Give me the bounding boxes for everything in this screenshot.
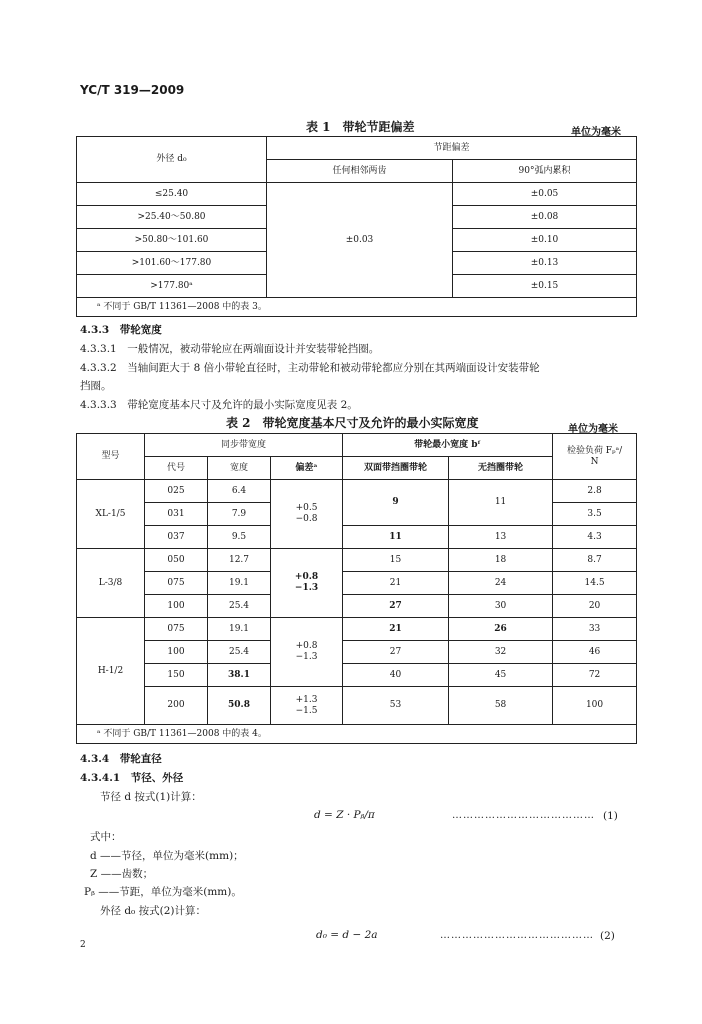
def-p: Pᵦ ——节距，单位为毫米(mm)。 xyxy=(84,886,242,898)
section-4-3-4-title: 4.3.4 带轮直径 xyxy=(80,753,162,765)
t2-load: 8.7 xyxy=(553,549,637,572)
t2-type-xl: XL-1/5 xyxy=(77,480,145,549)
table1 xyxy=(76,136,637,317)
t2-dev-xl xyxy=(271,480,343,549)
table1-unit: 单位为毫米 xyxy=(571,127,621,138)
t1-diameter: ≤25.40 xyxy=(77,183,267,206)
table-row xyxy=(77,480,637,503)
pitch-intro: 节径 d 按式(1)计算： xyxy=(100,791,202,803)
t2-code: 025 xyxy=(145,480,208,503)
t1-arc: ±0.05 xyxy=(453,183,637,206)
table-row xyxy=(77,641,637,664)
t2-none: 45 xyxy=(449,664,553,687)
t1-footnote: ᵃ 不同于 GB/T 11361—2008 中的表 3。 xyxy=(77,298,637,317)
formula-1-number: (1) xyxy=(603,810,618,822)
section-4-3-4 xyxy=(80,751,162,766)
t1-header-group: 节距偏差 xyxy=(267,137,637,160)
where-label: 式中： xyxy=(90,831,122,843)
t2-load: 14.5 xyxy=(553,572,637,595)
t2-load: 33 xyxy=(553,618,637,641)
t2-load: 3.5 xyxy=(553,503,637,526)
formula-1: d = Z · Pᵦ/π xyxy=(314,809,375,821)
t2-none: 11 xyxy=(449,480,553,526)
def-z: Z ——齿数； xyxy=(90,868,154,880)
table2-title: 表 2 带轮宽度基本尺寸及允许的最小实际宽度 xyxy=(226,416,479,430)
section-4-3-3 xyxy=(80,322,162,337)
t2-none: 26 xyxy=(449,618,553,641)
t2-code: 100 xyxy=(145,641,208,664)
formula-1-leader: ………………………………… xyxy=(452,810,595,821)
table-row xyxy=(77,618,637,641)
t2-header-load xyxy=(553,434,637,480)
table-row xyxy=(77,572,637,595)
t2-load: 4.3 xyxy=(553,526,637,549)
t2-double: 27 xyxy=(343,595,449,618)
t2-header-none: 无挡圈带轮 xyxy=(449,457,553,480)
para-4-3-3-3: 4.3.3.3 带轮宽度基本尺寸及允许的最小实际宽度见表 2。 xyxy=(80,399,358,411)
t2-double: 27 xyxy=(343,641,449,664)
t2-code: 031 xyxy=(145,503,208,526)
section-4-3-4-1-title: 4.3.4.1 节径、外径 xyxy=(80,772,184,784)
outer-intro: 外径 d₀ 按式(2)计算： xyxy=(100,905,206,917)
t2-width: 9.5 xyxy=(208,526,271,549)
standard-header: YC/T 319—2009 xyxy=(80,83,185,97)
t1-diameter: >101.60～177.80 xyxy=(77,252,267,275)
t1-diameter: >50.80～101.60 xyxy=(77,229,267,252)
para-4-3-3-2-cont: 挡圈。 xyxy=(80,380,112,392)
t2-header-minwidth: 带轮最小宽度 bᶠ xyxy=(343,434,553,457)
t2-type-h: H-1/2 xyxy=(77,618,145,725)
t2-double: 15 xyxy=(343,549,449,572)
t2-double: 21 xyxy=(343,572,449,595)
t2-load: 20 xyxy=(553,595,637,618)
t2-header-code: 代号 xyxy=(145,457,208,480)
section-4-3-4-1 xyxy=(80,770,183,785)
t2-code: 075 xyxy=(145,618,208,641)
t1-arc: ±0.10 xyxy=(453,229,637,252)
t2-width: 38.1 xyxy=(208,664,271,687)
t2-width: 19.1 xyxy=(208,572,271,595)
t2-header-width: 宽度 xyxy=(208,457,271,480)
t2-double: 21 xyxy=(343,618,449,641)
t2-none: 30 xyxy=(449,595,553,618)
t2-double: 40 xyxy=(343,664,449,687)
t1-diameter: >177.80ᵃ xyxy=(77,275,267,298)
table2 xyxy=(76,433,637,744)
t2-width: 12.7 xyxy=(208,549,271,572)
t2-load: 2.8 xyxy=(553,480,637,503)
table1-title: 表 1 带轮节距偏差 xyxy=(306,120,415,134)
t2-code: 037 xyxy=(145,526,208,549)
t2-dev-lower: −1.5 xyxy=(295,705,318,716)
t2-none: 32 xyxy=(449,641,553,664)
table-row xyxy=(77,664,637,687)
t2-width: 7.9 xyxy=(208,503,271,526)
t2-none: 24 xyxy=(449,572,553,595)
t2-none: 13 xyxy=(449,526,553,549)
t2-none: 58 xyxy=(449,687,553,725)
t2-dev-h2 xyxy=(271,687,343,725)
table2-unit: 单位为毫米 xyxy=(568,424,618,435)
t2-double: 11 xyxy=(343,526,449,549)
t2-width: 25.4 xyxy=(208,595,271,618)
formula-2-number: (2) xyxy=(600,930,615,942)
t1-arc: ±0.13 xyxy=(453,252,637,275)
t1-adjacent-value: ±0.03 xyxy=(267,183,453,298)
t2-dev-lower: −1.3 xyxy=(295,652,318,662)
t2-none: 18 xyxy=(449,549,553,572)
t2-footnote: ᵃ 不同于 GB/T 11361—2008 中的表 4。 xyxy=(77,725,637,744)
t2-dev-upper: +0.5 xyxy=(295,503,318,513)
t2-header-double: 双面带挡圈带轮 xyxy=(343,457,449,480)
t2-code: 050 xyxy=(145,549,208,572)
t2-code: 150 xyxy=(145,664,208,687)
table-row xyxy=(77,526,637,549)
t2-dev-upper: +0.8 xyxy=(294,572,319,582)
t2-dev-h xyxy=(271,618,343,687)
t2-header-type: 型号 xyxy=(77,434,145,480)
formula-2-leader: …………………………………… xyxy=(440,930,594,941)
t2-load: 100 xyxy=(553,687,637,725)
t1-diameter: >25.40～50.80 xyxy=(77,206,267,229)
t2-width: 19.1 xyxy=(208,618,271,641)
t1-header-adjacent: 任何相邻两齿 xyxy=(267,160,453,183)
t1-header-outer: 外径 d₀ xyxy=(77,137,267,183)
table-row xyxy=(77,549,637,572)
formula-2: d₀ = d − 2a xyxy=(316,929,378,941)
t2-dev-lower: −1.3 xyxy=(294,583,319,593)
t2-header-dev: 偏差ᵃ xyxy=(271,457,343,480)
table-row xyxy=(77,183,637,206)
t2-type-l: L-3/8 xyxy=(77,549,145,618)
t2-header-belt: 同步带宽度 xyxy=(145,434,343,457)
t2-double: 9 xyxy=(343,480,449,526)
t2-dev-upper: +0.8 xyxy=(295,641,318,651)
t2-width: 6.4 xyxy=(208,480,271,503)
t2-dev-upper: +1.3 xyxy=(295,694,318,705)
section-4-3-3-title: 4.3.3 带轮宽度 xyxy=(80,324,162,336)
t1-header-arc: 90°弧内累积 xyxy=(453,160,637,183)
table-row xyxy=(77,595,637,618)
table-row xyxy=(77,687,637,725)
t1-arc: ±0.15 xyxy=(453,275,637,298)
t2-dev-lower: −0.8 xyxy=(295,514,318,524)
t2-load: 72 xyxy=(553,664,637,687)
para-4-3-3-1: 4.3.3.1 一般情况，被动带轮应在两端面设计并安装带轮挡圈。 xyxy=(80,343,380,355)
t2-dev-l xyxy=(271,549,343,618)
t2-header-load-unit: N xyxy=(590,456,599,467)
t2-code: 200 xyxy=(145,687,208,725)
t2-double: 53 xyxy=(343,687,449,725)
t2-code: 075 xyxy=(145,572,208,595)
t2-code: 100 xyxy=(145,595,208,618)
t1-arc: ±0.08 xyxy=(453,206,637,229)
para-4-3-3-2: 4.3.3.2 当轴间距大于 8 倍小带轮直径时，主动带轮和被动带轮都应分别在其两端面设计安装带轮 xyxy=(80,362,540,374)
def-d: d ——节径，单位为毫米(mm)； xyxy=(90,850,244,862)
t2-width: 50.8 xyxy=(208,687,271,725)
t2-load: 46 xyxy=(553,641,637,664)
t2-header-load-label: 检验负荷 Fₚᵃ/ xyxy=(566,445,623,456)
page-number: 2 xyxy=(80,940,86,950)
t2-width: 25.4 xyxy=(208,641,271,664)
